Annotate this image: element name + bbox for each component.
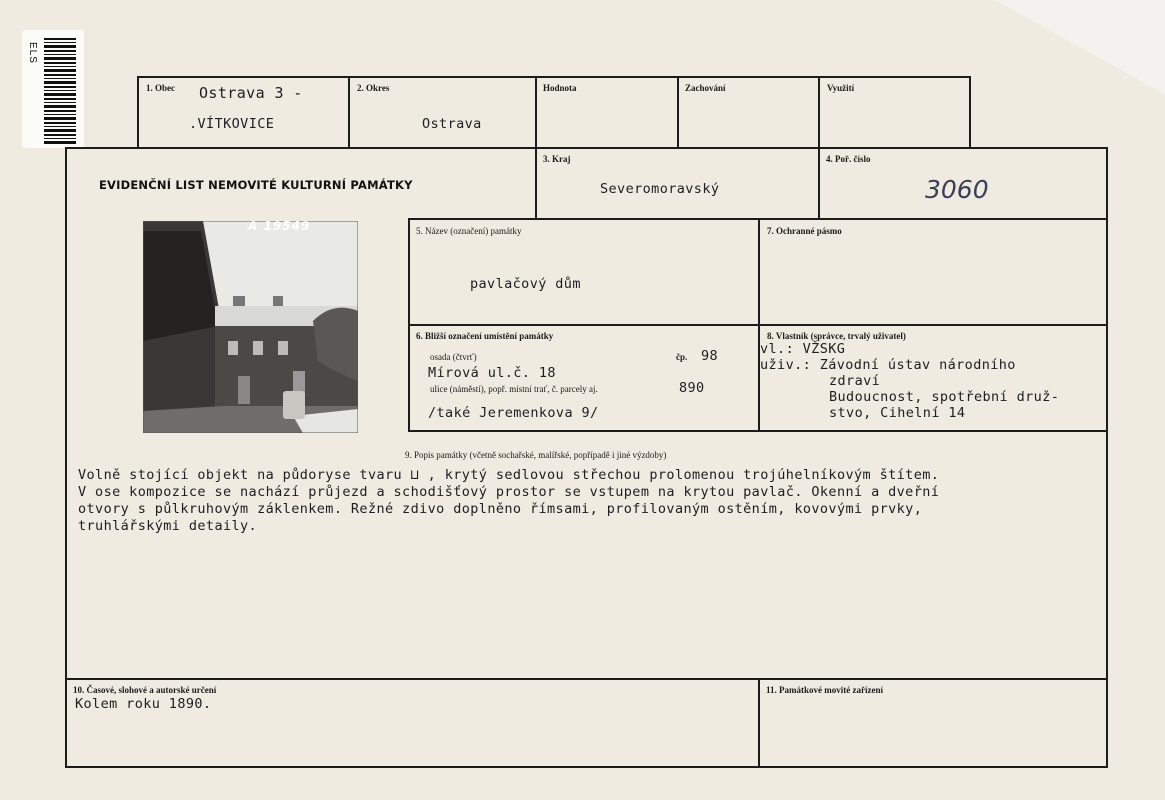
okres-value: Ostrava bbox=[422, 116, 482, 132]
vlastnik-line1: vl.: VŽSKG bbox=[760, 341, 846, 357]
obec-label: 1. Obec bbox=[146, 83, 175, 93]
cp-value: 98 bbox=[701, 348, 719, 364]
obec-value-line2: .VÍTKOVICE bbox=[189, 116, 275, 132]
divider bbox=[818, 76, 820, 149]
extra-address-value: /také Jeremenkova 9/ bbox=[428, 405, 599, 421]
zachovani-label: Zachování bbox=[685, 83, 726, 93]
divider bbox=[408, 430, 1107, 432]
divider bbox=[818, 147, 820, 220]
okres-label: 2. Okres bbox=[357, 83, 390, 93]
popis-line: Volně stojící objekt na půdoryse tvaru ⊔ , krytý sedlovou střechou prolomenou trojúhelníkovým štítem. bbox=[78, 467, 940, 483]
vlastnik-line5: stvo, Cihelní 14 bbox=[829, 405, 966, 421]
vlastnik-line4: Budoucnost, spotřební druž- bbox=[829, 389, 1060, 405]
obec-value-line1: Ostrava 3 - bbox=[199, 84, 303, 102]
divider bbox=[535, 147, 537, 220]
popis-line: truhlářskými detaily. bbox=[78, 518, 258, 534]
por-cislo-label: 4. Poř. číslo bbox=[826, 154, 871, 164]
hodnota-label: Hodnota bbox=[543, 83, 577, 93]
divider bbox=[348, 76, 350, 149]
parcel-value: 890 bbox=[679, 380, 705, 396]
nazev-label: 5. Název (označení) památky bbox=[416, 226, 522, 236]
divider bbox=[758, 678, 760, 768]
divider bbox=[408, 324, 1107, 326]
vyuziti-label: Využití bbox=[827, 83, 855, 93]
form-title: EVIDENČNÍ LIST NEMOVITÉ KULTURNÍ PAMÁTKY bbox=[99, 178, 413, 192]
popis-label: 9. Popis památky (včetně sochařské, malířské, popřípadě i jiné výzdoby) bbox=[405, 450, 667, 460]
vlastnik-label: 8. Vlastník (správce, trvalý uživatel) bbox=[767, 331, 906, 341]
divider bbox=[535, 76, 537, 149]
kraj-value: Severomoravský bbox=[600, 181, 720, 197]
popis-line: V ose kompozice se nachází průjezd a schodišťový prostor se vstupem na krytou pavlač. Okenní a dveřní bbox=[78, 484, 940, 500]
urceni-label: 10. Časové, slohové a autorské určení bbox=[73, 685, 217, 695]
building-photo bbox=[143, 221, 358, 433]
barcode-icon bbox=[44, 38, 76, 144]
vlastnik-line2: uživ.: Závodní ústav národního bbox=[760, 357, 1016, 373]
kraj-label: 3. Kraj bbox=[543, 154, 571, 164]
umisteni-label: 6. Bližší označení umístění památky bbox=[416, 331, 554, 341]
cp-label: čp. bbox=[676, 352, 688, 362]
urceni-value: Kolem roku 1890. bbox=[75, 696, 212, 712]
street-value: Mírová ul.č. 18 bbox=[428, 365, 556, 381]
vlastnik-line3: zdraví bbox=[829, 373, 881, 389]
osada-label: osada (čtvrť) bbox=[430, 352, 477, 362]
courtyard-photo-image bbox=[143, 221, 358, 433]
barcode-sticker bbox=[22, 30, 84, 148]
photo-stamp: A 19549 bbox=[248, 219, 311, 233]
movite-label: 11. Památkové movité zařízení bbox=[766, 685, 883, 695]
nazev-value: pavlačový dům bbox=[470, 276, 581, 292]
ulice-label: ulice (náměstí), popř. místní trať, č. parcely aj. bbox=[430, 384, 598, 394]
divider bbox=[677, 76, 679, 149]
ochranne-pasmo-label: 7. Ochranné pásmo bbox=[767, 226, 842, 236]
barcode-label: ELS bbox=[27, 42, 38, 64]
divider bbox=[65, 678, 1108, 680]
popis-line: otvory s půlkruhovým záklenkem. Režné zdivo doplněno římsami, profilovaným ostěním, kovovými prvky, bbox=[78, 501, 923, 517]
por-cislo-value: 3060 bbox=[925, 175, 989, 204]
